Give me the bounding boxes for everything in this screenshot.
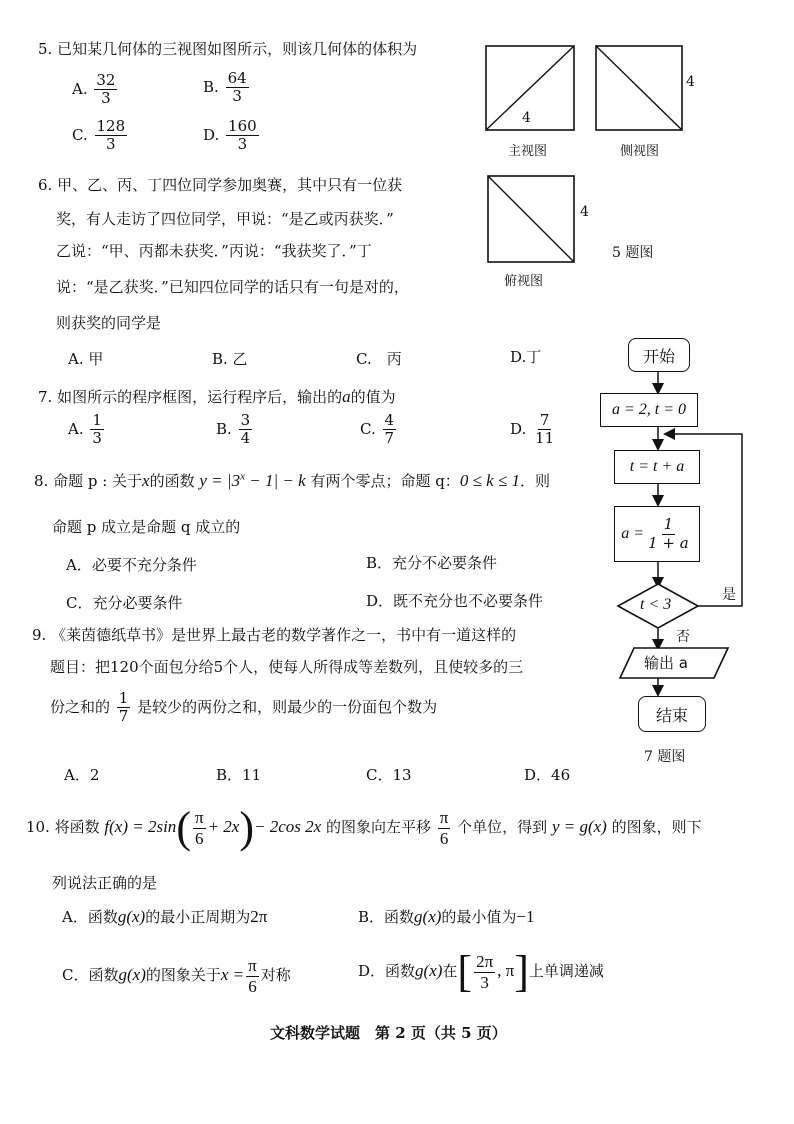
q10-option-c: C．函数g(x)的图象关于x = $\frac{\pi}{6}$ 对称 [62, 956, 291, 996]
q9-line-3: 份之和的 $\frac{1}{7}$ 是较少的两份之和，则最少的一份面包个数为 [50, 689, 438, 726]
q5-option-d-letter: D. [203, 125, 220, 144]
q10-option-a: A．函数g(x)的最小正周期为2π [62, 907, 268, 926]
q10-option-d: D．函数g(x)在[ $\frac{2\pi}{3}$ , π]上单调递减 [358, 947, 604, 996]
flowchart-step-t: t = t + a [614, 450, 700, 484]
q6-option-d: D.丁 [510, 348, 542, 366]
q8-option-c: C．充分必要条件 [66, 594, 183, 612]
flowchart-end: 结束 [638, 696, 706, 732]
q5-option-b-letter: B. [203, 77, 219, 96]
q8-option-a: A．必要不充分条件 [66, 556, 197, 574]
side-view-label: 侧视图 [620, 144, 660, 159]
q8-option-d: D．既不充分也不必要条件 [366, 592, 544, 610]
q9-option-d: D．46 [524, 766, 571, 784]
flowchart-init: a = 2, t = 0 [600, 393, 698, 427]
q8-line-2: 命题 p 成立是命题 q 成立的 [52, 518, 241, 536]
q10-line-2: 列说法正确的是 [52, 874, 158, 892]
side-view-dimension: 4 [686, 74, 695, 90]
flowchart-yes-label: 是 [722, 587, 736, 603]
q7-option-d: D. $\frac{7}{11}$ [510, 411, 555, 448]
q5-option-c-letter: C. [72, 125, 88, 144]
flowchart-output: 输出 a [644, 654, 688, 672]
page-footer: 文科数学试题 第 2 页（共 5 页） [270, 1024, 507, 1042]
q9-fraction: $\frac{1}{7}$ [118, 689, 129, 726]
q6-option-c: C. 丙 [356, 350, 402, 368]
top-view-label: 俯视图 [504, 274, 544, 289]
q9-line-1: 9. 《莱茵德纸草书》是世界上最古老的数学著作之一，书中有一道这样的 [32, 626, 517, 644]
q6-option-a: A. 甲 [68, 350, 104, 368]
q5-option-b [203, 70, 251, 106]
q6-line-5: 则获奖的同学是 [56, 314, 162, 332]
q5-option-a-letter: A. [72, 79, 88, 98]
q8-condition: 0 ≤ k ≤ 1 [459, 471, 521, 490]
q5-option-d-fraction: $\frac{160}{3}$ [228, 117, 257, 154]
side-view [596, 46, 682, 130]
flowchart-condition: t < 3 [640, 596, 672, 613]
q7-variable: a [342, 387, 351, 406]
q7-stem: 7. 如图所示的程序框图，运行程序后，输出的a的值为 [38, 387, 396, 406]
q7-option-b-fraction: $\frac{3}{4}$ [240, 411, 251, 448]
top-view [488, 176, 574, 262]
q5-option-a-fraction: $\frac{32}{3}$ [96, 71, 116, 108]
q7-option-c: C. $\frac{4}{7}$ [360, 411, 395, 448]
q7-option-b: B. $\frac{3}{4}$ [216, 411, 251, 448]
q10-option-b: B．函数g(x)的最小值为−1 [358, 907, 535, 926]
q8-stem: 8. 命题 p : 关于x的函数 $y = |3^x - 1| - k$ 有两个零点；命题 q：0 ≤ k ≤ 1．则 [34, 470, 551, 490]
flowchart-no-label: 否 [676, 629, 690, 645]
top-view-dimension: 4 [580, 204, 589, 220]
q9-option-c: C．13 [366, 766, 412, 784]
q5-option-c [72, 118, 129, 154]
q7-option-c-fraction: $\frac{4}{7}$ [384, 411, 395, 448]
q6-option-b: B. 乙 [212, 350, 248, 368]
q6-line-1: 6. 甲、乙、丙、丁四位同学参加奥赛，其中只有一位获 [38, 176, 403, 194]
q5-option-b-fraction: $\frac{64}{3}$ [227, 69, 247, 106]
q8-option-b: B．充分不必要条件 [366, 554, 498, 572]
q5-three-view-figure [470, 36, 710, 296]
flowchart-step-a: a = $\frac{1}{1 + a}$ [614, 506, 700, 562]
q8-function: $y = |3^x - 1| - k$ [199, 470, 306, 490]
front-view-label: 主视图 [508, 144, 548, 159]
front-view-dimension: 4 [522, 110, 531, 126]
q7-figure-caption: 7 题图 [644, 749, 686, 765]
q6-line-2: 奖，有人走访了四位同学，甲说：“是乙或丙获奖．” [56, 210, 394, 228]
q6-line-3: 乙说：“甲、丙都未获奖．”丙说：“我获奖了．”丁 [56, 242, 372, 260]
q5-stem: 5. 已知某几何体的三视图如图所示，则该几何体的体积为 [38, 40, 418, 58]
q7-option-a: A. $\frac{1}{3}$ [68, 411, 102, 448]
q7-option-a-fraction: $\frac{1}{3}$ [92, 411, 102, 448]
q9-line-2: 题目：把120个面包分给5个人，使每人所得成等差数列，且使较多的三 [50, 658, 524, 676]
q5-option-d [203, 118, 261, 154]
q5-figure-caption: 5 题图 [612, 245, 654, 261]
q7-option-d-fraction: $\frac{7}{11}$ [535, 411, 555, 448]
q5-option-c-fraction: $\frac{128}{3}$ [96, 117, 126, 154]
q10-stem: 10. 将函数 f(x) = 2sin( $\frac{\pi}{6}$ + 2x)− 2cos 2x 的图象向左平移 $\frac{\pi}{6}$ 个单位，得到 y = g(x) 的图象，则下 [26, 803, 702, 852]
q9-option-a: A．2 [64, 766, 100, 784]
q6-line-4: 说：“是乙获奖．”已知四位同学的话只有一句是对的， [56, 278, 409, 296]
q5-option-a [72, 72, 119, 108]
flowchart-start: 开始 [628, 338, 690, 372]
q9-option-b: B．11 [216, 766, 262, 784]
